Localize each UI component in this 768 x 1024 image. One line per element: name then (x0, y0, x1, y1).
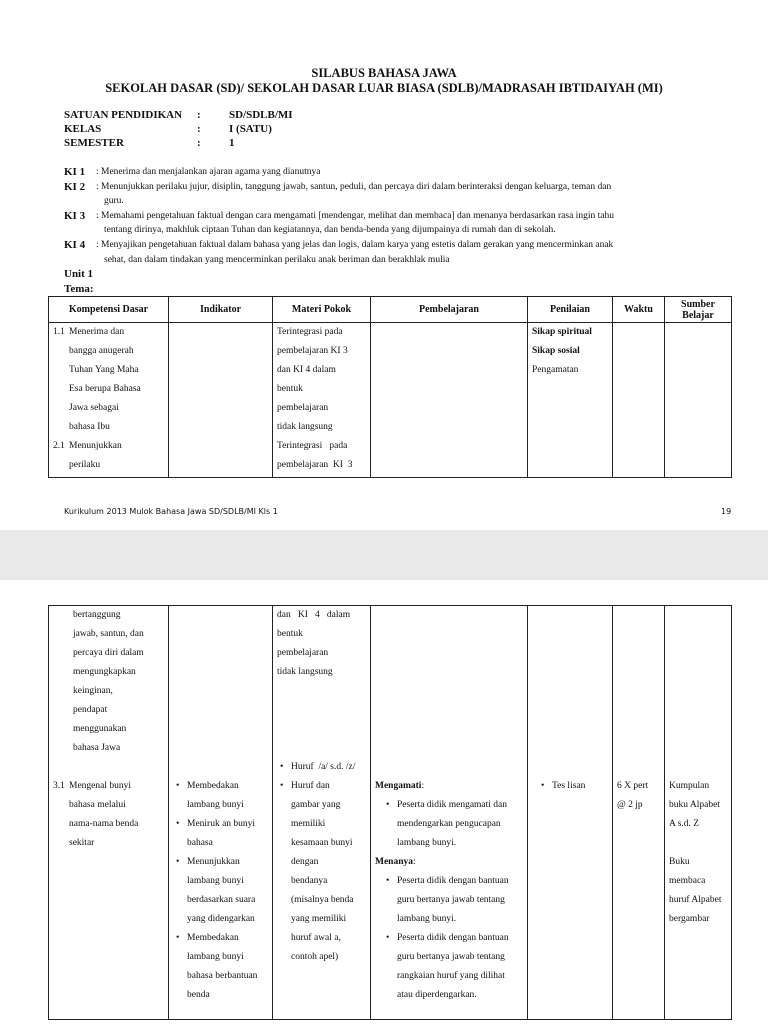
tema-label: Tema: (64, 283, 94, 295)
pembelajaran-cell (371, 323, 528, 478)
meta-sep: : (197, 109, 201, 121)
meta-label: SEMESTER (64, 137, 124, 149)
kd-line: bahasa melalui (69, 800, 126, 810)
mengamati-list (375, 796, 523, 853)
waktu-line: @ 2 jp (617, 800, 643, 810)
table-row (49, 606, 732, 1020)
kd-line: mengungkapkan (73, 667, 136, 677)
meta-sep: : (197, 123, 201, 135)
waktu-cell (613, 606, 665, 1020)
header-indikator: Indikator (169, 297, 273, 323)
header-sumber-belajar: Sumber Belajar (665, 297, 732, 323)
title-line-2: SEKOLAH DASAR (SD)/ SEKOLAH DASAR LUAR BIASA (SDLB)/MADRASAH IBTIDAIYAH (MI) (105, 81, 663, 95)
kd-number: 3.1 (53, 781, 65, 791)
penilaian-cell (528, 606, 613, 1020)
table-header-row (49, 297, 732, 323)
kd-line: bahasa Ibu (69, 422, 110, 432)
penilaian-item: • Tes lisan (552, 777, 608, 796)
kd-line: Menerima dan (69, 327, 125, 337)
kd-line: Menunjukkan (69, 441, 122, 451)
kd-line: Esa berupa Bahasa (69, 384, 141, 394)
ki-text-cont: sehat, dan dalam tindakan yang mencerminkan perilaku anak beriman dan berakhlak mulia (104, 255, 450, 265)
pembelajaran-item: • Peserta didik dengan bantuan guru bertanya jawab tentang rangkaian huruf yang dilihat atau diperdengarkan. (397, 929, 523, 1005)
ki-text: : Menyajikan pengetahuan faktual dalam bahasa yang jelas dan logis, dalam karya yang estetis dalam gerakan yang mencerminkan anak (96, 240, 614, 250)
footer-text: Kurikulum 2013 Mulok Bahasa Jawa SD/SDLB/MI Kls 1 (64, 507, 278, 516)
materi-list (277, 758, 366, 967)
mengamati-heading: Mengamati: (375, 781, 425, 791)
ki-text: : Menunjukkan perilaku jujur, disiplin, tanggung jawab, santun, peduli, dan percaya diri dalam berinteraksi dengan keluarga, teman dan (96, 182, 612, 192)
unit-label: Unit 1 (64, 268, 94, 280)
ki-label: KI 2 (64, 181, 86, 193)
sumber-line: A s.d. Z (669, 819, 700, 829)
kd-item (53, 323, 164, 437)
sumber-line: huruf Alpabet (669, 895, 722, 905)
sumber-line: Buku (669, 857, 690, 867)
ki-text-cont: guru. (104, 196, 124, 206)
page-number: 19 (721, 507, 732, 516)
meta-value: 1 (229, 137, 235, 149)
kd-line: sekitar (69, 838, 95, 848)
waktu-cell (613, 323, 665, 478)
indikator-item: • Membedakan lambang bunyi bahasa berbantuan benda (187, 929, 268, 1005)
meta-label: KELAS (64, 123, 102, 135)
kd-line: percaya diri dalam (73, 648, 144, 658)
kd-line: Jawa sebagai (69, 403, 119, 413)
materi-line: pembelajaran (277, 648, 329, 658)
indikator-item: • Meniruk an bunyi bahasa (187, 815, 268, 853)
kd-line: nama-nama benda (69, 819, 139, 829)
penilaian-list (532, 777, 608, 796)
ki-text-cont: tentang dirinya, makhluk ciptaan Tuhan dan kegiatannya, dan benda-benda yang dijumpainya di rumah dan di sekolah. (104, 225, 556, 235)
sumber-line: buku Alpabet (669, 800, 720, 810)
page-2 (0, 580, 768, 1024)
materi-item: • Huruf /a/ s.d. /z/ (291, 758, 366, 777)
kd-number: 1.1 (53, 327, 65, 337)
sumber-line: Kumpulan (669, 781, 710, 791)
header-pembelajaran: Pembelajaran (371, 297, 528, 323)
meta-label: SATUAN PENDIDIKAN (64, 109, 183, 121)
indikator-list (173, 777, 268, 1005)
materi-line: tidak langsung (277, 667, 333, 677)
materi-line: bentuk (277, 384, 303, 394)
ki-label: KI 1 (64, 166, 86, 178)
penilaian-line: Sikap spiritual (532, 327, 592, 337)
meta-value: SD/SDLB/MI (229, 109, 293, 121)
meta-value: I (SATU) (229, 123, 272, 135)
materi-cell (273, 323, 371, 478)
indikator-cell (169, 323, 273, 478)
kd-cell (49, 323, 169, 478)
waktu-line: 6 X pert (617, 781, 649, 791)
pembelajaran-item: • Peserta didik mengamati dan mendengarkan pengucapan lambang bunyi. (397, 796, 523, 853)
kd-line: bangga anugerah (69, 346, 134, 356)
header-waktu: Waktu (613, 297, 665, 323)
materi-line: bentuk (277, 629, 303, 639)
kd-cell (49, 606, 169, 1020)
pembelajaran-cell (371, 606, 528, 1020)
materi-line: pembelajaran (277, 403, 329, 413)
materi-line: dan KI 4 dalam (277, 365, 336, 375)
materi-line: Terintegrasi pada (277, 327, 343, 337)
penilaian-line: Pengamatan (532, 365, 579, 375)
kd-line: Tuhan Yang Maha (69, 365, 139, 375)
kd-line: bertanggung (73, 610, 121, 620)
syllabus-table-page-2 (48, 605, 732, 1020)
indikator-cell (169, 606, 273, 1020)
kd-line: Mengenal bunyi (69, 781, 132, 791)
kd-line: bahasa Jawa (73, 743, 121, 753)
sumber-line: membaca (669, 876, 706, 886)
kd-line: keinginan, (73, 686, 113, 696)
kd-line: perilaku (69, 460, 101, 470)
kd-line: menggunakan (73, 724, 127, 734)
materi-line: pembelajaran KI 3 (277, 460, 353, 470)
header-penilaian: Penilaian (528, 297, 613, 323)
materi-item: • Huruf dan gambar yang memiliki kesamaan bunyi dengan bendanya (misalnya benda yang memiliki huruf awal a, contoh apel) (291, 777, 366, 967)
penilaian-line: Sikap sosial (532, 346, 580, 356)
materi-line: Terintegrasi pada (277, 441, 348, 451)
syllabus-table-page-1 (48, 296, 732, 478)
indikator-item: • Membedakan lambang bunyi (187, 777, 268, 815)
sumber-line: bergambar (669, 914, 710, 924)
materi-line: dan KI 4 dalam (277, 610, 351, 620)
materi-line: tidak langsung (277, 422, 333, 432)
materi-cell (273, 606, 371, 1020)
table-row (49, 323, 732, 478)
kd-line: pendapat (73, 705, 108, 715)
header-materi-pokok: Materi Pokok (273, 297, 371, 323)
indikator-item: • Menunjukkan lambang bunyi berdasarkan suara yang didengarkan (187, 853, 268, 929)
sumber-cell (665, 323, 732, 478)
ki-label: KI 3 (64, 210, 86, 222)
menanya-heading: Menanya: (375, 857, 416, 867)
ki-text: : Menerima dan menjalankan ajaran agama yang dianutnya (96, 167, 321, 177)
materi-line: pembelajaran KI 3 (277, 346, 348, 356)
title-line-1: SILABUS BAHASA JAWA (311, 66, 457, 80)
kd-number: 2.1 (53, 441, 65, 451)
kd-item (53, 777, 164, 853)
sumber-cell (665, 606, 732, 1020)
penilaian-cell (528, 323, 613, 478)
kd-item (53, 437, 164, 475)
menanya-list (375, 872, 523, 1005)
header-kompetensi-dasar: Kompetensi Dasar (49, 297, 169, 323)
kd-line: jawab, santun, dan (73, 629, 144, 639)
pembelajaran-item: • Peserta didik dengan bantuan guru bertanya jawab tentang lambang bunyi. (397, 872, 523, 929)
ki-text: : Memahami pengetahuan faktual dengan cara mengamati [mendengar, melihat dan membaca] dan menanya berdasarkan rasa ingin tahu (96, 211, 614, 221)
meta-sep: : (197, 137, 201, 149)
ki-label: KI 4 (64, 239, 86, 251)
